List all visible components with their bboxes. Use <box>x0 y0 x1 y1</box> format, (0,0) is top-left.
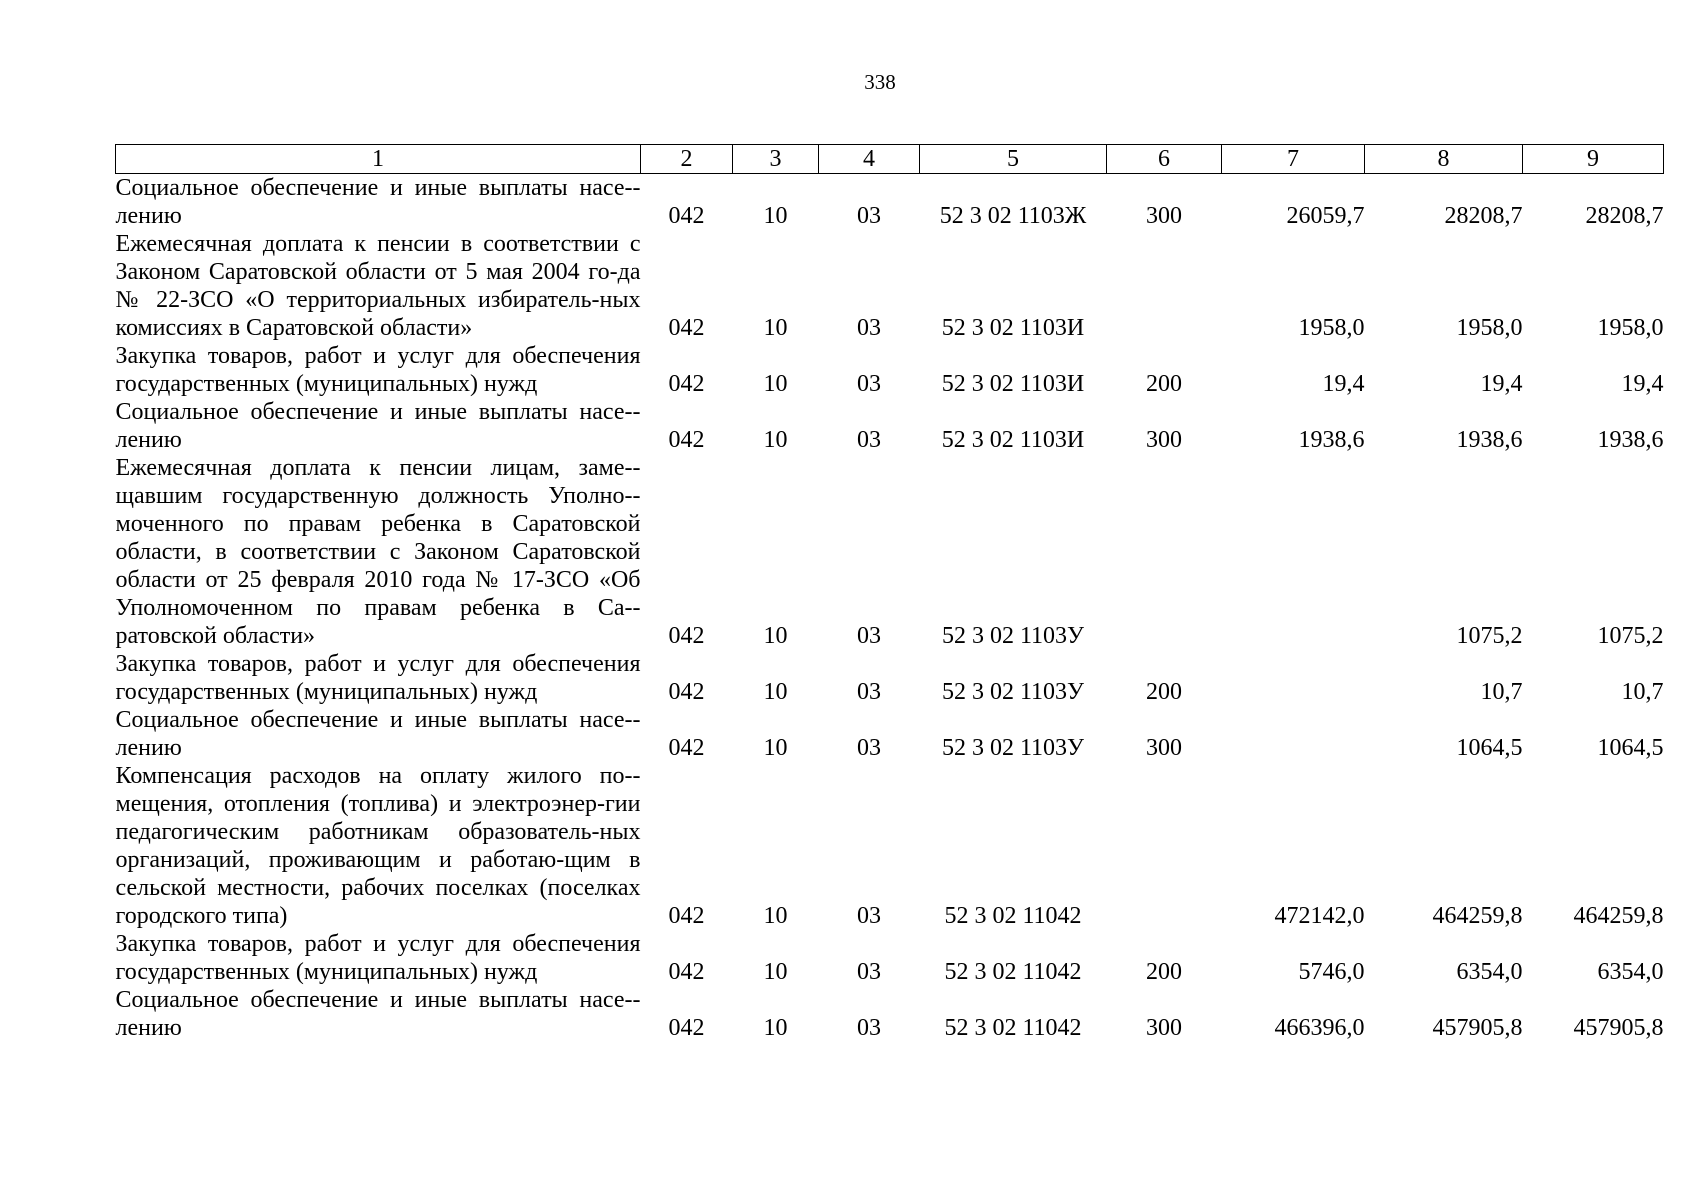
header-col-6: 6 <box>1107 145 1222 174</box>
row-name: Социальное обеспечение и иные выплаты насе-лению <box>115 175 641 229</box>
header-col-9: 9 <box>1523 145 1664 174</box>
row-subsection: 03 <box>857 315 881 341</box>
row-amount-col7: 466396,0 <box>1274 1015 1365 1041</box>
table-row <box>116 930 1664 986</box>
table-row <box>116 342 1664 398</box>
row-ministry-code: 042 <box>668 903 705 929</box>
table-row <box>116 398 1664 454</box>
row-section: 10 <box>763 623 788 649</box>
row-name: Закупка товаров, работ и услуг для обеспечения государственных (муниципальных) нужд <box>115 651 641 705</box>
row-target-article: 52 3 02 1103И <box>941 427 1085 453</box>
row-expense-type: 300 <box>1146 203 1182 229</box>
row-ministry-code: 042 <box>668 371 705 397</box>
header-col-1: 1 <box>116 145 641 174</box>
row-target-article: 52 3 02 11042 <box>944 1015 1082 1041</box>
row-amount-col8: 1064,5 <box>1456 735 1523 761</box>
row-expense-type <box>1107 762 1222 930</box>
row-section: 10 <box>763 203 788 229</box>
table-header <box>116 145 1664 174</box>
row-amount-col9: 1958,0 <box>1597 315 1664 341</box>
row-expense-type: 300 <box>1146 735 1182 761</box>
header-col-4: 4 <box>819 145 920 174</box>
row-subsection: 03 <box>857 903 881 929</box>
row-expense-type: 200 <box>1146 371 1182 397</box>
row-subsection: 03 <box>857 623 881 649</box>
row-name: Социальное обеспечение и иные выплаты насе-лению <box>115 987 641 1041</box>
row-target-article: 52 3 02 1103У <box>941 679 1085 705</box>
table-row <box>116 650 1664 706</box>
row-ministry-code: 042 <box>668 427 705 453</box>
row-expense-type: 200 <box>1146 679 1182 705</box>
table-row <box>116 454 1664 650</box>
row-amount-col8: 1938,6 <box>1456 427 1523 453</box>
row-ministry-code: 042 <box>668 203 705 229</box>
header-col-3: 3 <box>733 145 819 174</box>
row-amount-col8: 464259,8 <box>1432 903 1523 929</box>
row-ministry-code: 042 <box>668 1015 705 1041</box>
row-amount-col9: 10,7 <box>1621 679 1664 705</box>
row-name: Закупка товаров, работ и услуг для обеспечения государственных (муниципальных) нужд <box>115 931 641 985</box>
row-subsection: 03 <box>857 1015 881 1041</box>
row-amount-col8: 10,7 <box>1480 679 1523 705</box>
row-target-article: 52 3 02 11042 <box>944 903 1082 929</box>
row-amount-col7: 1958,0 <box>1298 315 1365 341</box>
row-amount-col9: 464259,8 <box>1573 903 1664 929</box>
row-amount-col7: 26059,7 <box>1286 203 1365 229</box>
header-col-2: 2 <box>641 145 733 174</box>
row-subsection: 03 <box>857 427 881 453</box>
row-subsection: 03 <box>857 735 881 761</box>
row-name: Компенсация расходов на оплату жилого по-мещения, отопления (топлива) и электроэнер-гии педагогическим работникам образователь-ных организаций, проживающим и работаю-щим в сельской местности, рабочих поселках (поселках городского типа) <box>115 763 641 929</box>
row-amount-col9: 19,4 <box>1621 371 1664 397</box>
row-expense-type: 300 <box>1146 1015 1182 1041</box>
row-name: Социальное обеспечение и иные выплаты насе-лению <box>115 399 641 453</box>
table-row <box>116 762 1664 930</box>
table-row <box>116 230 1664 342</box>
row-section: 10 <box>763 1015 788 1041</box>
row-section: 10 <box>763 315 788 341</box>
header-col-7: 7 <box>1222 145 1365 174</box>
row-expense-type <box>1107 454 1222 650</box>
row-amount-col9: 1075,2 <box>1597 623 1664 649</box>
row-amount-col9: 1064,5 <box>1597 735 1664 761</box>
row-amount-col7: 1938,6 <box>1298 427 1365 453</box>
row-amount-col7 <box>1222 706 1365 762</box>
row-amount-col8: 1958,0 <box>1456 315 1523 341</box>
row-amount-col8: 6354,0 <box>1456 959 1523 985</box>
row-ministry-code: 042 <box>668 623 705 649</box>
page-number: 338 <box>864 70 896 94</box>
row-ministry-code: 042 <box>668 315 705 341</box>
row-section: 10 <box>763 903 788 929</box>
row-amount-col9: 28208,7 <box>1585 203 1664 229</box>
row-name: Социальное обеспечение и иные выплаты насе-лению <box>115 707 641 761</box>
row-subsection: 03 <box>857 679 881 705</box>
row-amount-col9: 6354,0 <box>1597 959 1664 985</box>
header-col-8: 8 <box>1365 145 1523 174</box>
table-row <box>116 986 1664 1042</box>
row-subsection: 03 <box>857 203 881 229</box>
row-section: 10 <box>763 959 788 985</box>
row-section: 10 <box>763 371 788 397</box>
row-target-article: 52 3 02 1103Ж <box>939 203 1087 229</box>
row-target-article: 52 3 02 1103И <box>941 371 1085 397</box>
row-amount-col8: 457905,8 <box>1432 1015 1523 1041</box>
header-col-5: 5 <box>920 145 1107 174</box>
row-name: Закупка товаров, работ и услуг для обеспечения государственных (муниципальных) нужд <box>115 343 641 397</box>
row-ministry-code: 042 <box>668 735 705 761</box>
row-amount-col8: 1075,2 <box>1456 623 1523 649</box>
table-row <box>116 174 1664 231</box>
row-target-article: 52 3 02 1103И <box>941 315 1085 341</box>
row-amount-col9: 457905,8 <box>1573 1015 1664 1041</box>
row-subsection: 03 <box>857 959 881 985</box>
row-amount-col7: 472142,0 <box>1274 903 1365 929</box>
row-section: 10 <box>763 735 788 761</box>
row-amount-col7 <box>1222 454 1365 650</box>
row-name: Ежемесячная доплата к пенсии лицам, заме-щавшим государственную должность Уполно-моченного по правам ребенка в Саратовской области, в соответствии с Законом Саратовской области от 25 февраля 2010 года № 17-ЗСО «Об Уполномоченном по правам ребенка в Са-ратовской области» <box>115 455 641 649</box>
table-row <box>116 706 1664 762</box>
row-ministry-code: 042 <box>668 679 705 705</box>
row-amount-col9: 1938,6 <box>1597 427 1664 453</box>
row-section: 10 <box>763 427 788 453</box>
row-target-article: 52 3 02 1103У <box>941 623 1085 649</box>
row-expense-type <box>1107 230 1222 342</box>
row-expense-type: 200 <box>1146 959 1182 985</box>
row-ministry-code: 042 <box>668 959 705 985</box>
row-name: Ежемесячная доплата к пенсии в соответствии с Законом Саратовской области от 5 мая 2004 го-да № 22-ЗСО «О территориальных избиратель-ных комиссиях в Саратовской области» <box>115 231 641 341</box>
row-amount-col8: 19,4 <box>1480 371 1523 397</box>
header-row <box>116 145 1664 174</box>
row-amount-col7: 19,4 <box>1322 371 1365 397</box>
table-body <box>116 174 1664 1043</box>
budget-table <box>115 144 1664 1042</box>
row-amount-col8: 28208,7 <box>1444 203 1523 229</box>
row-expense-type: 300 <box>1146 427 1182 453</box>
row-subsection: 03 <box>857 371 881 397</box>
row-target-article: 52 3 02 1103У <box>941 735 1085 761</box>
row-section: 10 <box>763 679 788 705</box>
row-target-article: 52 3 02 11042 <box>944 959 1082 985</box>
row-amount-col7: 5746,0 <box>1298 959 1365 985</box>
row-amount-col7 <box>1222 650 1365 706</box>
